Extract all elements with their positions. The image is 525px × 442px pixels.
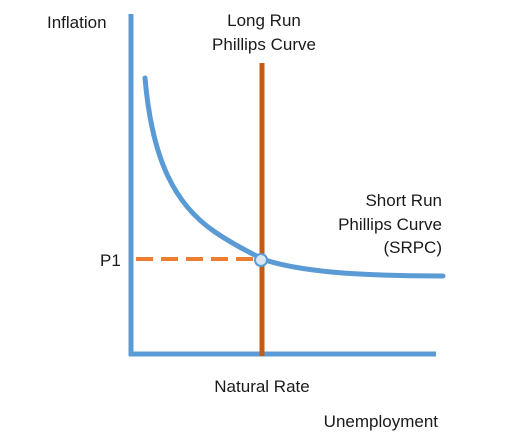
lrpc-label-line1: Long Run bbox=[227, 11, 301, 30]
intersection-point bbox=[255, 254, 267, 266]
natural-rate-label: Natural Rate bbox=[214, 377, 310, 396]
srpc-label-line3: (SRPC) bbox=[383, 238, 442, 257]
p1-label: P1 bbox=[100, 251, 121, 270]
lrpc-label-line2: Phillips Curve bbox=[212, 35, 316, 54]
srpc-label-line1: Short Run bbox=[365, 191, 442, 210]
srpc-label-line2: Phillips Curve bbox=[338, 215, 442, 234]
x-axis-label: Unemployment bbox=[323, 412, 438, 431]
y-axis-label: Inflation bbox=[47, 13, 107, 32]
